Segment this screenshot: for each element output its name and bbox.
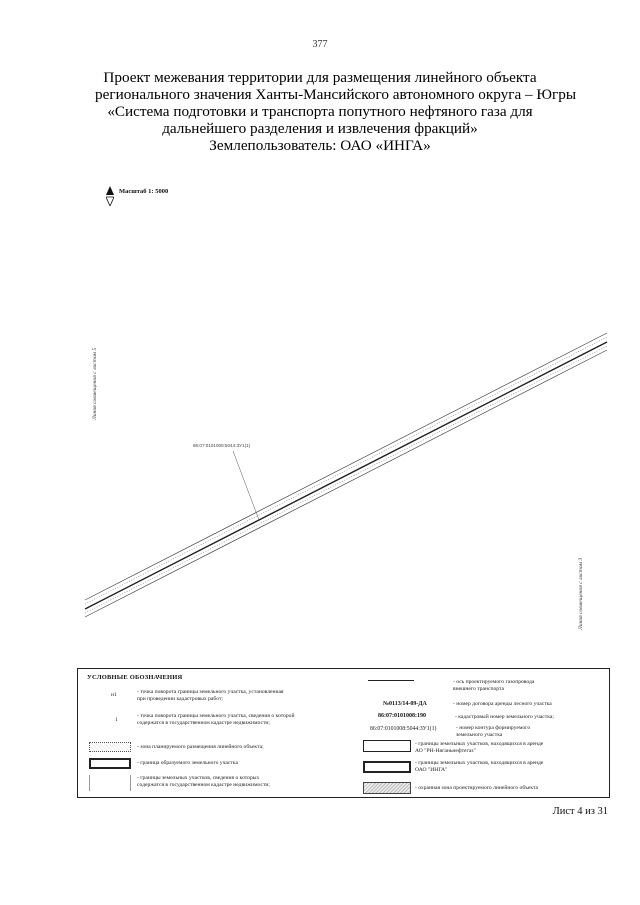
rn-lease-boundary-symbol (363, 740, 411, 752)
registered-parcel-symbol (89, 775, 131, 791)
legend-item-text: - охранная зона проектируемого линейного объекта (415, 785, 539, 791)
sheet-counter: Лист 4 из 31 (552, 806, 608, 817)
legend-symbol: 1 (115, 717, 118, 723)
legend-item-text: - границы земельных участков, находящихся в аренде АО "РН-Няганьнефтегаз" (415, 741, 544, 754)
lease-number-example: №0113/14-09-ДА (383, 701, 427, 707)
legend-item-text: - зона планируемого размещения линейного объекта; (137, 744, 264, 750)
legend-item-text: - граница образуемого земельного участка (137, 760, 238, 766)
legend-symbol: н1 (111, 692, 117, 698)
protection-zone-symbol (363, 782, 411, 794)
legend-box (77, 668, 610, 798)
legend-title: УСЛОВНЫЕ ОБОЗНАЧЕНИЯ (87, 674, 183, 681)
parcel-leader-line (233, 451, 259, 520)
legend-item-text: - точка поворота границы земельного участка, установленная при проведении кадастровых работ; (137, 689, 284, 702)
page-number: 377 (312, 39, 328, 50)
legend-item-text: - номер договора аренды лесного участка (453, 701, 552, 707)
legend-item-text: - границы земельных участков, находящихся в аренде ОАО "ИНГА" (415, 760, 544, 773)
title-line: Землепользователь: ОАО «ИНГА» (209, 137, 431, 154)
legend-item-text: - номер контура формируемого земельного участка (456, 725, 531, 738)
title-line: «Система подготовки и транспорта попутного нефтяного газа для (107, 103, 533, 120)
title-line: дальнейшего разделения и извлечения фракций» (162, 120, 478, 137)
contour-number-example: 86:07:0101008:5044:ЗУ1(1) (370, 726, 437, 732)
planned-zone-symbol (89, 742, 131, 752)
pipeline-axis (85, 342, 607, 609)
scale-label: Масштаб 1: 5000 (119, 188, 169, 195)
legend-item-text: - точка поворота границы земельного участка, сведения о которой содержатся в государственном кадастре недвижимости; (137, 713, 295, 726)
title-line: Проект межевания территории для размещения линейного объекта (103, 69, 537, 86)
cadastral-number-example: 86:07:0101008:190 (378, 713, 426, 719)
inga-lease-boundary-symbol (363, 761, 411, 773)
new-parcel-boundary-symbol (89, 758, 131, 769)
parcel-label: 86:07:0101008:5044:ЗУ1(1) (193, 443, 251, 448)
legend-item-text: - кадастровый номер земельного участка; (455, 714, 554, 720)
legend-item-text: - ось проектируемого газопровода внешнего транспорта (453, 679, 535, 692)
legend-item-text: - границы земельных участков, сведения о которых содержатся в государственном кадастре недвижимости; (137, 775, 270, 788)
pipeline-axis-symbol (368, 680, 414, 681)
match-line-left: Линия совмещения с листом 5 (92, 347, 98, 420)
title-line: регионального значения Ханты-Мансийского автономного округа – Югры (95, 86, 577, 103)
match-line-right: Линия совмещения с листом 3 (578, 557, 584, 630)
